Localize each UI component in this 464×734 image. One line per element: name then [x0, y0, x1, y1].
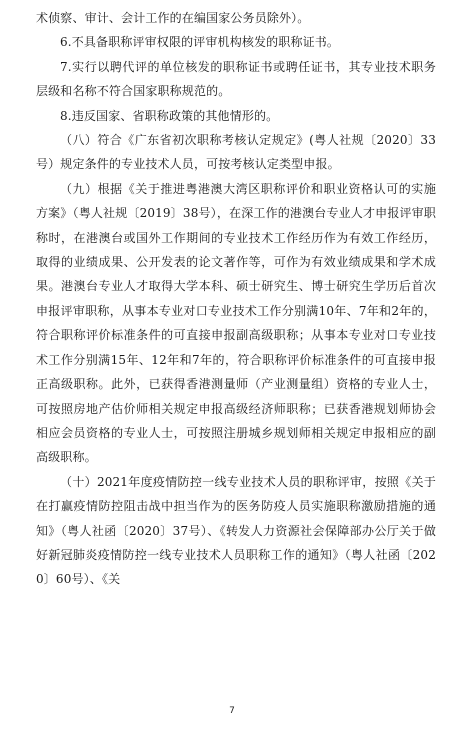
- paragraph-section-9: （九）根据《关于推进粤港澳大湾区职称评价和职业资格认可的实施方案》（粤人社规〔2019〕38号），在深工作的港澳台专业人才申报评审职称时，在港澳台或国外工作期间的专业技术工作经历作为有效工作经历，取得的业绩成果、公开发表的论文著作等，可作为有效业绩成果和学术成果。港澳台专业人才取得大学本科、硕士研究生、博士研究生学历后首次申报评审职称，从事本专业对口专业技术工作分别满10年、7年和2年的，符合职称评价标准条件的可直接申报副高级职称；从事本专业对口专业技术工作分别满15年、12年和7年的，符合职称评价标准条件的可直接申报正高级职称。此外，已获得香港测量师（产业测量组）资格的专业人士，可按照房地产估价师相关规定申报高级经济师职称；已获香港规划师协会相应会员资格的专业人士，可按照注册城乡规划师相关规定申报相应的副高级职称。: [36, 181, 436, 465]
- paragraph-section-10: （十）2021年度疫情防控一线专业技术人员的职称评审，按照《关于在打赢疫情防控阻击战中担当作为的医务防疫人员实施职称激励措施的通知》（粤人社函〔2020〕37号）、《转发人力资源社会保障部办公厅关于做好新冠肺炎疫情防控一线专业技术人员职称工作的通知》（粤人社函〔2020〕60号）、《关: [36, 474, 436, 587]
- paragraph-continuation: 术侦察、审计、会计工作的在编国家公务员除外）。: [36, 11, 310, 25]
- paragraph-item-8: 8.违反国家、省职称政策的其他情形的。: [60, 108, 279, 123]
- document-body: [36, 6, 436, 592]
- paragraph-item-6: 6.不具备职称评审权限的评审机构核发的职称证书。: [60, 35, 340, 50]
- paragraph-item-7: 7.实行以聘代评的单位核发的职称证书或聘任证书，其专业技术职务层级和名称不符合国家职称规范的。: [36, 59, 436, 99]
- paragraph-section-8: （八）符合《广东省初次职称考核认定规定》(粤人社规〔2020〕33号）规定条件的专业技术人员，可按考核认定类型申报。: [36, 133, 436, 172]
- page-number: 7: [229, 706, 235, 716]
